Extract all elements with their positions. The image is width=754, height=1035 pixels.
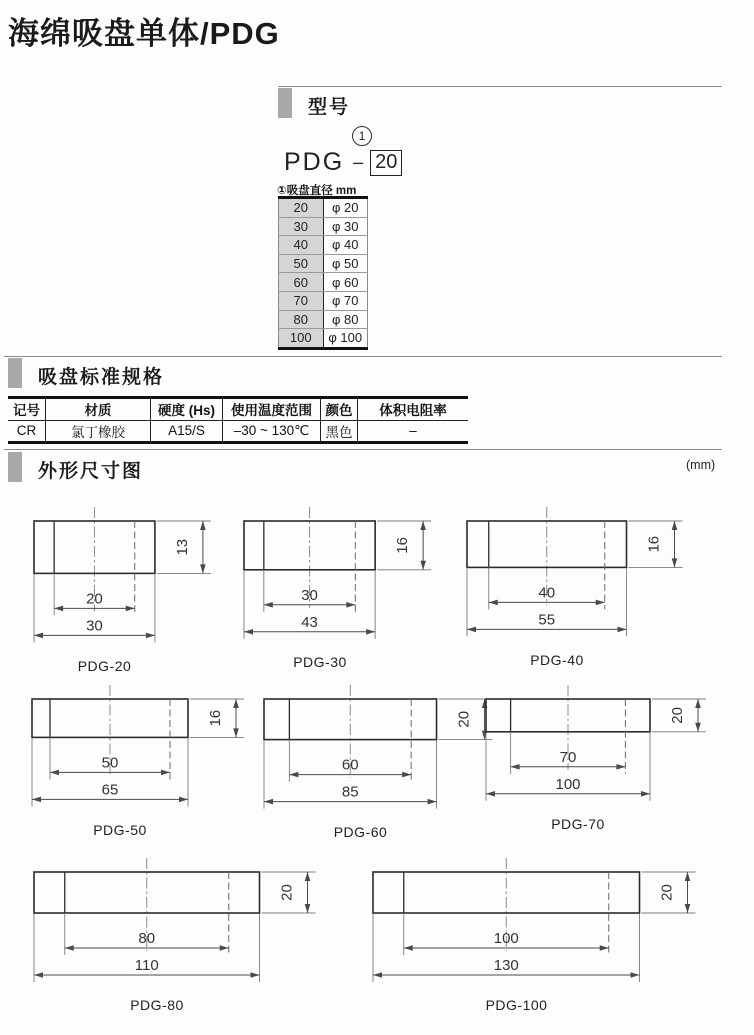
drawing-pdg-70 — [482, 683, 710, 832]
dimension-label: 16 — [645, 535, 663, 553]
diameter-code-cell: 80 — [279, 310, 324, 329]
dimension-label: 20 — [669, 707, 686, 724]
diameter-value-cell: φ 80 — [323, 310, 368, 329]
spec-table-body — [8, 420, 468, 443]
diameter-note: ①吸盘直径 mm — [277, 185, 357, 197]
dimension-label: 80 — [138, 930, 156, 947]
model-size-box: 20 — [370, 150, 402, 176]
spec-header-cell: 记号 — [13, 403, 40, 419]
spec-data-cell: A15/S — [151, 420, 223, 443]
dimension-label: 100 — [493, 930, 519, 947]
dimension-drawing-svg — [30, 505, 215, 652]
spec-data-cell: – — [358, 420, 469, 443]
diameter-options-table — [278, 196, 368, 350]
dimensions-section-rule — [4, 449, 722, 450]
spec-section-rule — [4, 356, 722, 357]
model-prefix: PDG — [284, 148, 345, 176]
drawing-pdg-80 — [30, 856, 320, 1013]
drawing-model-label: PDG-100 — [485, 997, 548, 1013]
diameter-code-cell: 20 — [279, 198, 324, 218]
spec-data-cell: CR — [16, 423, 37, 439]
dimension-label: 30 — [301, 586, 318, 604]
drawing-model-label: PDG-40 — [530, 652, 584, 668]
spec-header-cell: 硬度 (Hs) — [151, 398, 223, 421]
model-code-line — [284, 148, 402, 177]
spec-data-cell: 黑色 — [321, 420, 358, 443]
drawing-model-label: PDG-70 — [551, 816, 605, 832]
model-section-rule — [278, 86, 722, 87]
dimension-label: 55 — [538, 611, 556, 629]
dimension-label: 20 — [278, 884, 296, 901]
dimension-drawing-svg — [30, 856, 320, 991]
diameter-value-cell: φ 100 — [328, 330, 363, 346]
dimension-drawing-svg — [482, 683, 710, 810]
diameter-option-row — [279, 291, 368, 310]
diameter-option-row — [279, 198, 368, 218]
diameter-value-cell: φ 20 — [323, 198, 368, 218]
spec-table — [8, 396, 468, 444]
drawing-pdg-40 — [463, 505, 687, 668]
dimension-label: 16 — [394, 537, 412, 554]
diameter-code-cell: 30 — [279, 217, 324, 236]
dimension-drawing-svg — [260, 683, 497, 818]
drawing-model-label: PDG-80 — [130, 997, 184, 1013]
dimension-label: 13 — [173, 538, 191, 556]
drawing-pdg-100 — [369, 856, 700, 1013]
spec-section-heading: 吸盘标准规格 — [38, 367, 165, 388]
dimension-drawing-svg — [28, 683, 248, 816]
dimension-label: 65 — [101, 781, 119, 799]
dimension-label: 50 — [101, 754, 119, 772]
diameter-value-cell: φ 50 — [323, 254, 368, 273]
dimension-label: 40 — [538, 584, 556, 602]
dimension-label: 30 — [86, 617, 103, 635]
dimensions-section-square — [8, 452, 22, 482]
model-section-heading: 型号 — [308, 97, 351, 118]
spec-table-head — [8, 398, 468, 421]
dimension-label: 110 — [134, 957, 159, 974]
drawing-model-label: PDG-30 — [293, 654, 347, 670]
spec-header-cell: 体积电阻率 — [358, 398, 469, 421]
dimension-drawing-svg — [369, 856, 700, 991]
model-separator: – — [353, 152, 364, 172]
dimension-label: 70 — [559, 748, 577, 766]
diameter-options-body — [279, 198, 368, 349]
diameter-option-row — [279, 236, 368, 255]
dimension-label: 16 — [207, 709, 224, 727]
diameter-value-cell: φ 30 — [323, 217, 368, 236]
dimension-label: 20 — [658, 884, 676, 901]
spec-header-cell: 材质 — [46, 398, 151, 421]
diameter-code-cell: 100 — [279, 329, 324, 349]
unit-note: (mm) — [686, 458, 716, 472]
drawing-model-label: PDG-20 — [77, 658, 132, 674]
spec-data-row — [8, 420, 468, 443]
dimension-label: 60 — [341, 756, 359, 774]
diameter-value-cell: φ 60 — [323, 273, 368, 292]
diameter-option-row — [279, 310, 368, 329]
drawing-model-label: PDG-50 — [93, 822, 147, 838]
drawing-pdg-30 — [240, 505, 436, 670]
dimension-drawing-svg — [240, 505, 436, 648]
callout-1-badge — [352, 126, 372, 146]
dimension-label: 85 — [341, 783, 359, 801]
diameter-code-cell: 60 — [279, 273, 324, 292]
drawing-pdg-60 — [260, 683, 497, 840]
drawing-model-label: PDG-60 — [333, 824, 388, 840]
spec-data-cell: 氯丁橡胶 — [46, 420, 151, 443]
drawing-pdg-20 — [30, 505, 215, 674]
dimension-label: 43 — [301, 613, 318, 631]
dimension-label: 100 — [555, 775, 581, 793]
dimensions-section-heading: 外形尺寸图 — [38, 461, 144, 482]
spec-header-cell: 颜色 — [321, 398, 358, 421]
dimension-label: 130 — [493, 957, 519, 974]
diameter-code-cell: 40 — [279, 236, 324, 255]
diameter-option-row — [279, 217, 368, 236]
page-title: 海绵吸盘单体/PDG — [8, 16, 280, 51]
spec-header-cell: 使用温度范围 — [223, 398, 321, 421]
diameter-option-row — [279, 273, 368, 292]
model-section-square — [278, 88, 292, 118]
callout-1-number: 1 — [358, 129, 366, 143]
diameter-code-cell: 70 — [279, 291, 324, 310]
diameter-option-row — [279, 329, 368, 349]
drawing-pdg-50 — [28, 683, 248, 838]
dimension-label: 20 — [86, 590, 103, 608]
diameter-option-row — [279, 254, 368, 273]
spec-section-square — [8, 358, 22, 388]
diameter-value-cell: φ 40 — [323, 236, 368, 255]
spec-data-cell: –30 ~ 130℃ — [223, 420, 321, 443]
diameter-code-cell: 50 — [279, 254, 324, 273]
dimension-drawing-svg — [463, 505, 687, 646]
diameter-value-cell: φ 70 — [323, 291, 368, 310]
dimension-label: 20 — [455, 710, 473, 728]
